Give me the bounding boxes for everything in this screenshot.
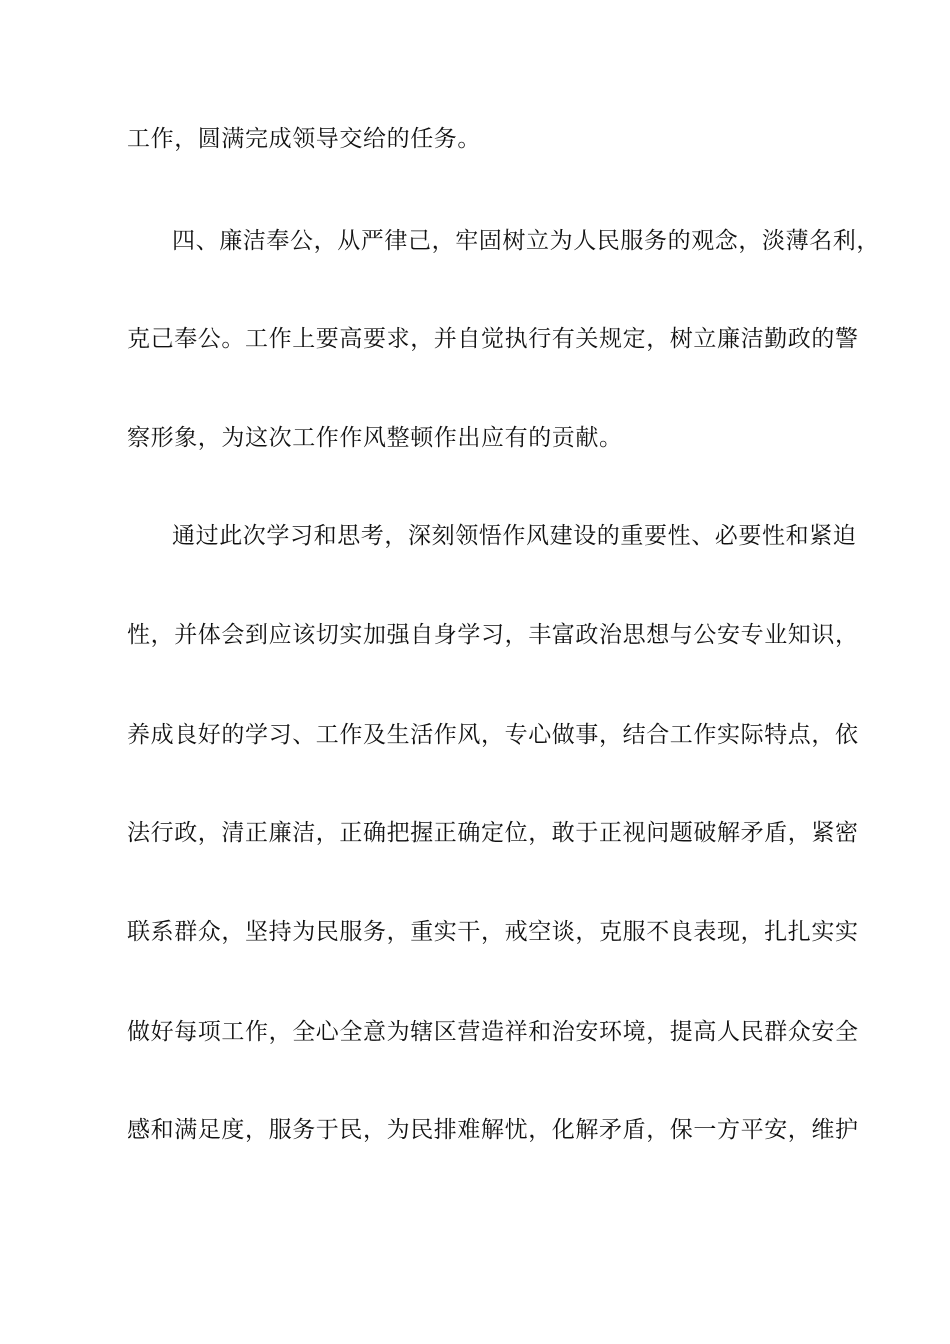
paragraph-start-line: 四、廉洁奉公，从严律己，牢固树立为人民服务的观念，淡薄名利，: [172, 228, 880, 254]
text-line: 克己奉公。工作上要高要求，并自觉执行有关规定，树立廉洁勤政的警: [127, 326, 859, 352]
text-line: 法行政，清正廉洁，正确把握正确定位，敢于正视问题破解矛盾，紧密: [127, 820, 859, 846]
text-line: 工作，圆满完成领导交给的任务。: [127, 126, 481, 152]
text-line: 察形象，为这次工作作风整顿作出应有的贡献。: [127, 425, 623, 451]
text-line: 养成良好的学习、工作及生活作风，专心做事，结合工作实际特点，依: [127, 722, 859, 748]
paragraph-start-line: 通过此次学习和思考，深刻领悟作风建设的重要性、必要性和紧迫: [172, 523, 857, 549]
text-line: 做好每项工作，全心全意为辖区营造祥和治安环境，提高人民群众安全: [127, 1019, 859, 1045]
text-line: 性，并体会到应该切实加强自身学习，丰富政治思想与公安专业知识，: [127, 622, 859, 648]
text-line: 联系群众，坚持为民服务，重实干，戒空谈，克服不良表现，扎扎实实: [127, 919, 859, 945]
text-line: 感和满足度，服务于民，为民排难解忧，化解矛盾，保一方平安，维护: [127, 1117, 859, 1143]
